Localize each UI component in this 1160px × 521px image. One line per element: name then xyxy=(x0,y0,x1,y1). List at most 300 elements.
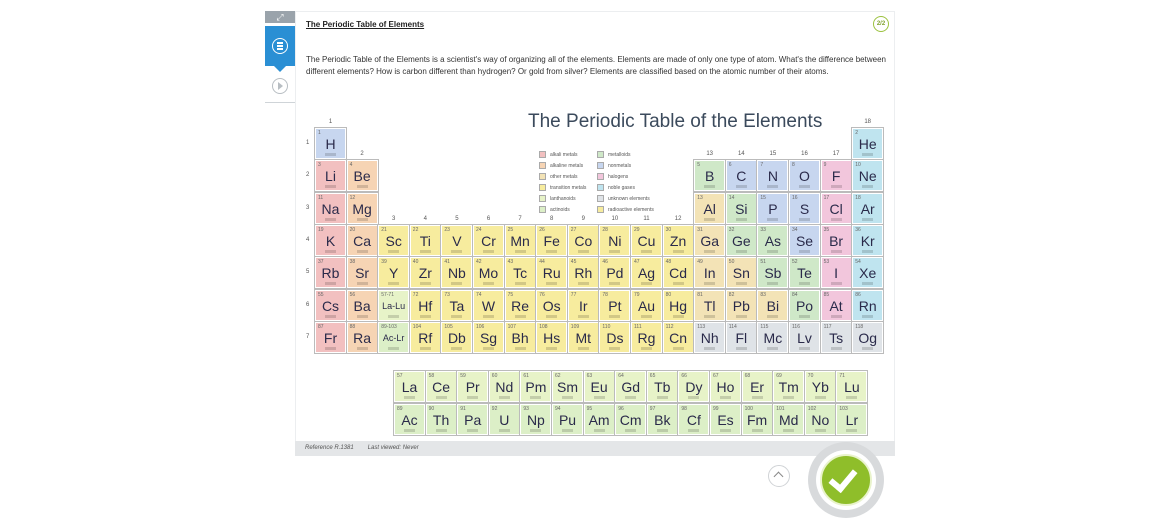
element-symbol: Be xyxy=(353,168,371,185)
group-number: 16 xyxy=(801,151,808,158)
group-number: 7 xyxy=(518,215,522,222)
element-symbol: Cs xyxy=(321,297,340,314)
element-name-line xyxy=(609,250,620,253)
element-symbol: Db xyxy=(447,329,466,346)
periodic-table-title: The Periodic Table of the Elements xyxy=(528,111,823,132)
reading-step-button[interactable] xyxy=(265,26,295,66)
element-symbol: Ba xyxy=(353,297,371,314)
element-cell-rg xyxy=(631,322,662,353)
element-name-line xyxy=(609,347,620,350)
element-symbol: S xyxy=(799,200,810,217)
legend-label: alkali metals xyxy=(550,152,578,158)
lesson-navigation-rail xyxy=(265,11,295,101)
element-name-line xyxy=(499,396,510,399)
element-symbol: Hs xyxy=(543,329,561,346)
element-symbol: Ru xyxy=(542,265,561,282)
legend-entry xyxy=(597,151,631,160)
element-number: 104 xyxy=(412,323,422,330)
element-name-line xyxy=(831,218,842,221)
period-number: 3 xyxy=(306,204,310,211)
element-symbol: Te xyxy=(797,265,812,282)
element-number: 92 xyxy=(491,406,498,412)
element-symbol: Si xyxy=(735,200,748,217)
element-number: 28 xyxy=(602,226,608,233)
element-number: 78 xyxy=(602,291,608,298)
element-number: 74 xyxy=(476,291,482,298)
group-number: 17 xyxy=(832,151,840,158)
lesson-title: The Periodic Table of Elements xyxy=(306,20,425,29)
element-name-line xyxy=(609,282,620,285)
group-number: 14 xyxy=(737,151,745,158)
element-number: 18 xyxy=(855,194,861,201)
scroll-up-button[interactable] xyxy=(765,456,795,492)
element-symbol: Y xyxy=(389,265,399,282)
element-number: 32 xyxy=(728,226,735,233)
period-number: 7 xyxy=(306,333,310,340)
element-cell-er xyxy=(742,371,773,402)
element-symbol: Li xyxy=(325,168,336,185)
element-cell-mg xyxy=(347,193,378,224)
element-name-line xyxy=(388,282,399,285)
element-symbol: Na xyxy=(321,200,340,217)
element-number: 48 xyxy=(665,259,672,266)
element-name-line xyxy=(704,315,715,318)
element-number: 49 xyxy=(697,259,703,266)
element-cell-pr xyxy=(457,371,488,402)
element-name-line xyxy=(799,185,810,188)
element-symbol: Cd xyxy=(669,265,688,282)
element-cell-sg xyxy=(473,322,504,353)
element-symbol: Mn xyxy=(510,232,530,249)
element-name-line xyxy=(799,282,810,285)
element-symbol: Re xyxy=(511,297,530,314)
element-symbol: Pu xyxy=(558,412,577,428)
legend-swatch xyxy=(597,206,604,213)
element-number: 47 xyxy=(634,259,640,266)
element-symbol: Es xyxy=(717,412,734,428)
element-symbol: Sb xyxy=(764,265,782,282)
element-name-line xyxy=(767,282,778,285)
element-number: 71 xyxy=(839,373,845,379)
element-symbol: Yb xyxy=(811,379,829,395)
element-name-line xyxy=(625,396,636,399)
element-symbol: Pr xyxy=(465,379,480,395)
element-cell-ti xyxy=(410,225,441,256)
element-cell-bk xyxy=(647,404,678,435)
group-number: 2 xyxy=(360,151,364,158)
element-number: 40 xyxy=(412,259,419,266)
element-symbol: Hg xyxy=(669,297,688,314)
element-cell-hf xyxy=(410,290,441,321)
element-cell-fl xyxy=(726,322,757,353)
element-number: 19 xyxy=(318,226,324,233)
legend-swatch xyxy=(539,195,546,202)
element-symbol: Eu xyxy=(590,379,608,395)
element-number: 5 xyxy=(697,162,700,169)
element-number: 45 xyxy=(570,259,577,266)
element-cell-sc xyxy=(378,225,409,256)
element-name-line xyxy=(388,347,399,350)
element-symbol: Ir xyxy=(579,297,588,314)
element-name-line xyxy=(736,282,747,285)
element-cell-eu xyxy=(584,371,615,402)
element-name-line xyxy=(325,315,336,318)
element-number: 105 xyxy=(444,323,453,330)
element-cell-yb xyxy=(805,371,836,402)
element-cell-mt xyxy=(568,322,599,353)
element-symbol: Cm xyxy=(619,412,642,428)
complete-button[interactable] xyxy=(808,442,884,518)
element-name-line xyxy=(357,250,368,253)
element-cell-tl xyxy=(694,290,725,321)
element-number: 10 xyxy=(855,162,861,169)
group-number: 9 xyxy=(581,215,585,222)
element-number: 87 xyxy=(318,323,324,330)
element-number: 117 xyxy=(823,323,832,330)
element-symbol: B xyxy=(705,168,715,185)
element-symbol: K xyxy=(325,232,336,249)
element-name-line xyxy=(483,282,494,285)
element-name-line xyxy=(578,315,589,318)
element-number: 111 xyxy=(634,323,642,330)
element-name-line xyxy=(499,429,510,432)
element-name-line xyxy=(578,282,589,285)
element-number: 75 xyxy=(507,291,514,298)
element-number: 102 xyxy=(807,406,817,412)
element-cell-u xyxy=(489,404,520,435)
element-number: 63 xyxy=(586,373,593,379)
element-symbol: Lr xyxy=(845,412,859,428)
element-number: 8 xyxy=(792,162,795,169)
element-symbol: Fe xyxy=(543,232,560,249)
element-cell-zn xyxy=(663,225,694,256)
element-number: 91 xyxy=(460,406,466,412)
element-symbol: Ts xyxy=(829,329,844,346)
element-cell-lr xyxy=(836,404,867,435)
element-name-line xyxy=(783,429,794,432)
rail-divider xyxy=(265,102,295,103)
element-name-line xyxy=(846,429,857,432)
element-name-line xyxy=(720,396,731,399)
element-cell-c xyxy=(726,160,757,191)
element-name-line xyxy=(357,282,368,285)
element-symbol: V xyxy=(452,232,462,249)
element-cell-og xyxy=(852,322,883,353)
group-number: 10 xyxy=(611,215,619,222)
element-number: 66 xyxy=(681,373,687,379)
element-name-line xyxy=(704,185,715,188)
legend-swatch xyxy=(597,151,604,158)
element-symbol: Ds xyxy=(606,329,624,346)
element-cell-i xyxy=(821,257,852,288)
element-symbol: Bi xyxy=(766,297,780,314)
element-name-line xyxy=(404,429,415,432)
element-symbol: Mg xyxy=(352,200,372,217)
element-symbol: Ti xyxy=(419,232,431,249)
element-number: 69 xyxy=(776,373,782,379)
element-symbol: Pt xyxy=(608,297,622,314)
group-number: 12 xyxy=(674,215,682,222)
element-name-line xyxy=(483,250,494,253)
element-name-line xyxy=(436,429,447,432)
element-name-line xyxy=(831,185,842,188)
element-number: 13 xyxy=(697,194,703,201)
element-number: 43 xyxy=(507,259,514,266)
complete-button-fill xyxy=(820,454,872,506)
element-name-line xyxy=(546,250,557,253)
element-number: 99 xyxy=(713,406,719,412)
element-cell-pu xyxy=(552,404,583,435)
legend-swatch xyxy=(539,173,546,180)
legend-entry xyxy=(597,206,654,215)
element-number: 42 xyxy=(476,259,482,266)
element-cell-tb xyxy=(647,371,678,402)
group-number: 18 xyxy=(864,119,872,125)
element-number: 88 xyxy=(349,323,356,330)
element-symbol: Ca xyxy=(353,232,372,249)
element-symbol: Ar xyxy=(860,200,875,217)
element-cell-np xyxy=(520,404,551,435)
legend-entry xyxy=(539,184,586,193)
element-name-line xyxy=(451,250,462,253)
element-number: 100 xyxy=(744,406,753,412)
element-symbol: Rb xyxy=(321,265,340,282)
element-name-line xyxy=(657,429,668,432)
element-name-line xyxy=(594,396,605,399)
element-number: 95 xyxy=(586,406,593,412)
legend-swatch xyxy=(597,184,604,191)
element-cell-cd xyxy=(663,257,694,288)
element-cell-kr xyxy=(852,225,883,256)
element-name-line xyxy=(483,315,494,318)
element-cell-xe xyxy=(852,257,883,288)
element-number: 68 xyxy=(744,373,751,379)
element-name-line xyxy=(325,347,336,350)
element-number: 54 xyxy=(855,259,861,266)
element-number: 39 xyxy=(381,259,387,266)
video-play-icon[interactable] xyxy=(272,78,288,94)
legend-swatch xyxy=(539,162,546,169)
element-number: 1 xyxy=(318,130,321,136)
element-cell-ni xyxy=(599,225,630,256)
element-cell-cu xyxy=(631,225,662,256)
legend-entry xyxy=(597,173,628,182)
element-symbol: Np xyxy=(526,412,545,428)
element-symbol: Ga xyxy=(700,232,720,249)
element-name-line xyxy=(799,218,810,221)
element-number: 84 xyxy=(792,291,798,298)
element-name-line xyxy=(325,153,336,156)
element-symbol: Cf xyxy=(686,412,701,428)
element-number: 29 xyxy=(634,226,640,233)
element-name-line xyxy=(325,250,336,253)
element-name-line xyxy=(846,396,857,399)
element-name-line xyxy=(357,347,368,350)
legend-label: metalloids xyxy=(608,152,631,158)
element-name-line xyxy=(515,282,526,285)
legend-swatch xyxy=(597,162,604,169)
element-name-line xyxy=(625,429,636,432)
element-symbol: He xyxy=(858,136,877,152)
element-number: 7 xyxy=(760,162,764,169)
element-number: 3 xyxy=(318,162,321,169)
element-cell-k xyxy=(315,225,346,256)
element-number: 55 xyxy=(318,291,324,298)
element-number: 85 xyxy=(823,291,830,298)
element-cell-mn xyxy=(505,225,536,256)
legend-swatch xyxy=(597,173,604,180)
element-name-line xyxy=(862,185,873,188)
legend-swatch xyxy=(539,184,546,191)
element-cell-hs xyxy=(536,322,567,353)
element-cell-sn xyxy=(726,257,757,288)
element-cell-la-lu xyxy=(378,290,409,321)
element-number: 60 xyxy=(491,373,498,379)
element-cell-he xyxy=(852,128,883,159)
element-name-line xyxy=(515,315,526,318)
element-symbol: As xyxy=(764,232,782,249)
group-number: 3 xyxy=(392,215,396,222)
element-name-line xyxy=(736,218,747,221)
element-cell-am xyxy=(584,404,615,435)
group-number: 1 xyxy=(328,119,333,125)
element-number: 34 xyxy=(792,226,798,233)
element-symbol: Md xyxy=(778,412,799,428)
element-name-line xyxy=(767,250,778,253)
element-name-line xyxy=(767,347,778,350)
element-number: 79 xyxy=(634,291,640,298)
element-name-line xyxy=(420,347,431,350)
element-name-line xyxy=(767,315,778,318)
element-cell-n xyxy=(757,160,788,191)
element-symbol: Pa xyxy=(464,412,482,428)
element-cell-es xyxy=(710,404,741,435)
element-number: 106 xyxy=(476,323,485,330)
element-name-line xyxy=(483,347,494,350)
element-cell-at xyxy=(821,290,852,321)
element-symbol: Sm xyxy=(557,379,578,395)
element-number: 15 xyxy=(760,194,766,201)
element-cell-co xyxy=(568,225,599,256)
element-symbol: Kr xyxy=(860,232,875,249)
element-symbol: Am xyxy=(588,412,610,428)
element-cell-md xyxy=(773,404,804,435)
element-cell-pt xyxy=(599,290,630,321)
element-symbol: Fm xyxy=(746,412,768,428)
element-symbol: F xyxy=(831,168,841,185)
element-symbol: No xyxy=(811,412,830,428)
element-number: 44 xyxy=(539,259,545,266)
expand-icon[interactable]: ⤢ xyxy=(265,11,295,23)
element-symbol: W xyxy=(481,297,496,314)
element-name-line xyxy=(546,315,557,318)
legend-label: unknown elements xyxy=(608,196,650,202)
element-cell-ce xyxy=(426,371,457,402)
element-cell-rb xyxy=(315,257,346,288)
element-symbol: Mc xyxy=(763,329,783,346)
element-cell-s xyxy=(789,193,820,224)
element-number: 22 xyxy=(412,226,419,233)
element-symbol: Ac-Lr xyxy=(382,332,405,343)
periodic-table-image xyxy=(296,108,896,448)
element-symbol: Cu xyxy=(637,232,656,249)
element-name-line xyxy=(420,250,431,253)
element-name-line xyxy=(688,396,699,399)
element-number: 6 xyxy=(728,162,732,169)
element-number: 97 xyxy=(649,406,656,412)
element-cell-nb xyxy=(441,257,472,288)
element-number: 59 xyxy=(460,373,466,379)
element-number: 62 xyxy=(555,373,561,379)
element-number: 72 xyxy=(412,291,419,298)
element-number: 2 xyxy=(855,130,858,136)
element-number: 93 xyxy=(523,406,529,412)
element-number: 115 xyxy=(760,323,769,330)
element-symbol: Nb xyxy=(447,265,466,282)
element-name-line xyxy=(420,282,431,285)
complete-button-ring xyxy=(816,450,876,510)
legend-label: noble gases xyxy=(608,185,635,191)
element-symbol: Rn xyxy=(858,297,877,314)
element-cell-bi xyxy=(757,290,788,321)
group-number: 4 xyxy=(423,215,427,222)
element-name-line xyxy=(388,250,399,253)
element-name-line xyxy=(673,282,684,285)
element-symbol: Br xyxy=(829,232,844,249)
element-number: 96 xyxy=(618,406,624,412)
element-name-line xyxy=(673,347,684,350)
element-cell-ts xyxy=(821,322,852,353)
element-symbol: Mt xyxy=(575,329,592,346)
element-number: 24 xyxy=(476,226,482,233)
element-number: 35 xyxy=(823,226,830,233)
element-symbol: Ce xyxy=(432,379,451,395)
period-number: 4 xyxy=(306,236,310,243)
element-symbol: Sr xyxy=(355,265,370,282)
element-name-line xyxy=(862,153,873,156)
element-cell-au xyxy=(631,290,662,321)
element-number: 73 xyxy=(444,291,450,298)
element-cell-pb xyxy=(726,290,757,321)
element-cell-te xyxy=(789,257,820,288)
element-number: 109 xyxy=(570,323,580,330)
element-number: 9 xyxy=(823,162,827,169)
element-cell-li xyxy=(315,160,346,191)
element-cell-la xyxy=(394,371,425,402)
reading-icon xyxy=(272,38,288,54)
element-name-line xyxy=(831,347,842,350)
element-cell-mo xyxy=(473,257,504,288)
legend-entry xyxy=(597,184,635,193)
element-name-line xyxy=(862,218,873,221)
element-symbol: Mo xyxy=(478,265,499,282)
element-name-line xyxy=(831,315,842,318)
element-symbol: In xyxy=(703,265,716,282)
element-cell-si xyxy=(726,193,757,224)
element-cell-po xyxy=(789,290,820,321)
element-cell-v xyxy=(441,225,472,256)
element-cell-na xyxy=(315,193,346,224)
element-number: 107 xyxy=(507,323,516,330)
element-symbol: Zr xyxy=(418,265,432,282)
element-cell-ga xyxy=(694,225,725,256)
element-name-line xyxy=(704,218,715,221)
legend-entry xyxy=(539,162,583,171)
element-number: 20 xyxy=(349,226,356,233)
element-cell-pa xyxy=(457,404,488,435)
legend-swatch xyxy=(539,151,546,158)
element-name-line xyxy=(467,429,478,432)
